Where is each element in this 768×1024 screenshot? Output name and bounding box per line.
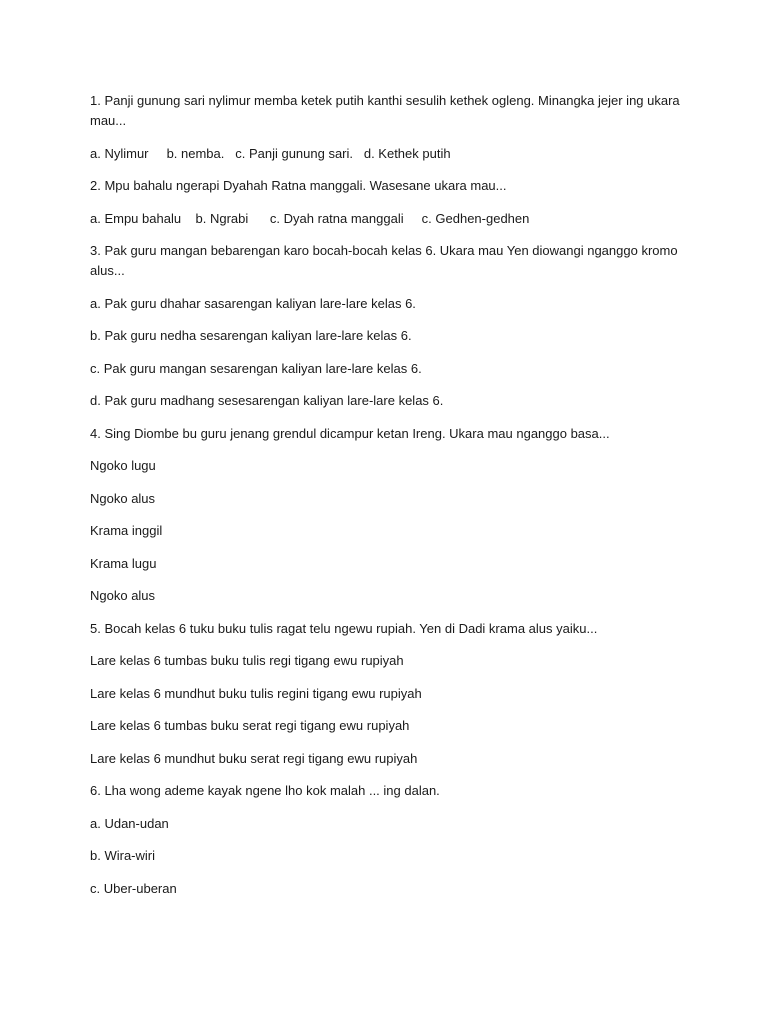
question-4-choice-4: Krama lugu <box>90 555 157 571</box>
question-4-choice-2: Ngoko alus <box>90 490 156 506</box>
question-3-choice-c: c. Pak guru mangan sesarengan kaliyan lare-lare kelas 6. <box>90 360 422 376</box>
question-4-choice-3: Krama inggil <box>90 523 163 538</box>
question-2-text: 2. Mpu bahalu ngerapi Dyahah Ratna manggali. Wasesane ukara mau... <box>90 178 507 193</box>
question-6-choice-b: b. Wira-wiri <box>90 848 155 863</box>
question-3-choice-a: a. Pak guru dhahar sasarengan kaliyan lare-lare kelas 6. <box>90 295 416 311</box>
question-5-text: 5. Bocah kelas 6 tuku buku tulis ragat telu ngewu rupiah. Yen di Dadi krama alus yaiku... <box>90 620 598 636</box>
question-5-choice-4: Lare kelas 6 mundhut buku serat regi tigang ewu rupiyah <box>90 750 418 766</box>
document-page <box>90 91 680 899</box>
question-4-choice-1: Ngoko lugu <box>90 458 156 473</box>
question-6-choice-a: a. Udan-udan <box>90 815 169 831</box>
question-3-choice-b: b. Pak guru nedha sesarengan kaliyan lare-lare kelas 6. <box>90 328 412 343</box>
question-3-choice-d: d. Pak guru madhang sesesarengan kaliyan lare-lare kelas 6. <box>90 393 444 408</box>
question-4-choice-5: Ngoko alus <box>90 588 156 603</box>
question-1-text: 1. Panji gunung sari nylimur memba ketek putih kanthi sesulih kethek ogleng. Minangka jejer ing ukara mau... <box>90 93 680 128</box>
question-5-choice-2: Lare kelas 6 mundhut buku tulis regini tigang ewu rupiyah <box>90 685 422 701</box>
question-3-text: 3. Pak guru mangan bebarengan karo bocah-bocah kelas 6. Ukara mau Yen diowangi nganggo kromo alus... <box>90 243 678 278</box>
question-5-choice-1: Lare kelas 6 tumbas buku tulis regi tigang ewu rupiyah <box>90 653 404 668</box>
question-2-options: a. Empu bahalu b. Ngrabi c. Dyah ratna manggali c. Gedhen-gedhen <box>90 210 530 226</box>
question-4-text: 4. Sing Diombe bu guru jenang grendul dicampur ketan Ireng. Ukara mau nganggo basa... <box>90 425 610 441</box>
question-1-options: a. Nylimur b. nemba. c. Panji gunung sari. d. Kethek putih <box>90 145 451 161</box>
question-6-choice-c: c. Uber-uberan <box>90 880 177 896</box>
question-6-text: 6. Lha wong ademe kayak ngene lho kok malah ... ing dalan. <box>90 783 440 798</box>
question-5-choice-3: Lare kelas 6 tumbas buku serat regi tigang ewu rupiyah <box>90 718 410 733</box>
